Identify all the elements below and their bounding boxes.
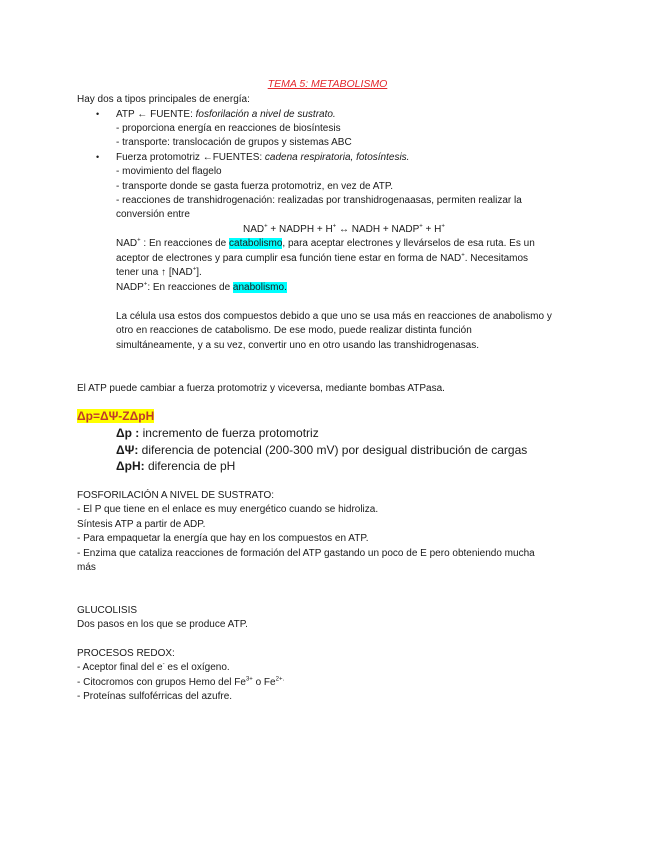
atp-sub-2: - transporte: translocación de grupos y sistemas ABC xyxy=(116,137,352,148)
nad-line2a: aceptor de electrones y para cumplir esa función tiene estar en forma de NAD xyxy=(116,253,462,264)
glucolisis-heading: GLUCOLISIS xyxy=(77,605,138,616)
redox-heading: PROCESOS REDOX: xyxy=(77,648,175,659)
def-dp-term: Δp : xyxy=(116,426,140,440)
intro-text: Hay dos a tipos principales de energía: xyxy=(77,94,250,105)
nad-line2-sup: + xyxy=(461,252,465,259)
eq-nad: NAD xyxy=(243,224,265,235)
bullet-fpm: • xyxy=(96,152,100,162)
definition-dpsi xyxy=(116,443,527,458)
redox-line-1 xyxy=(77,661,230,674)
fosforilacion-line-3: - Para empaquetar la energía que hay en los compuestos en ATP. xyxy=(77,533,369,544)
nadp-sup: + xyxy=(143,281,148,288)
page-title: TEMA 5: METABOLISMO xyxy=(267,78,388,90)
nad-sup: + xyxy=(137,237,141,244)
nad-line3-sup: + xyxy=(192,266,197,273)
nad-prefix: NAD xyxy=(116,238,138,249)
redox-line-2 xyxy=(77,676,284,689)
def-dpsi-text: diferencia de potencial (200-300 mV) por desigual distribución de cargas xyxy=(138,443,528,457)
redox-l2-sup1: 3+ xyxy=(245,676,253,683)
fpm-source: cadena respiratoria, fotosíntesis. xyxy=(264,152,410,163)
redox-l2b: o Fe xyxy=(252,677,276,688)
nadp-line xyxy=(116,281,287,294)
fosforilacion-line-2: Síntesis ATP a partir de ADP. xyxy=(77,519,206,530)
eq-sup-3: + xyxy=(419,223,423,230)
atp-source-line xyxy=(116,108,336,121)
fpm-sub-2: - transporte donde se gasta fuerza protomotriz, en vez de ATP. xyxy=(116,181,394,192)
nad-line3b: ]. xyxy=(196,267,202,278)
fpm-label: Fuerza protomotriz ←FUENTES: xyxy=(116,152,265,163)
nad-a: : En reacciones de xyxy=(140,238,230,249)
eq-part-3: + H xyxy=(422,224,442,235)
fpm-sub-3: - reacciones de transhidrogenación: realizadas por transhidrogenaasas, permiten realizar la xyxy=(116,195,522,206)
formula-highlight: Δp=ΔΨ-ZΔpH xyxy=(77,409,155,423)
definition-dp xyxy=(116,426,319,441)
glucolisis-line: Dos pasos en los que se produce ATP. xyxy=(77,619,248,630)
nad-line3a: tener una ↑ [NAD xyxy=(116,267,193,278)
bullet-atp: • xyxy=(96,109,100,119)
nad-line-1 xyxy=(116,237,535,250)
atp-label: ATP ← FUENTE: xyxy=(116,109,196,120)
highlight-catabolismo: catabolismo xyxy=(229,238,283,249)
eq-part-1: + NADPH + H xyxy=(267,224,333,235)
def-dp-text: incremento de fuerza protomotriz xyxy=(139,426,319,440)
nadp-a: : En reacciones de xyxy=(147,282,233,293)
nad-b: , para aceptar electrones y llevárselos de esa ruta. Es un xyxy=(282,238,535,249)
fosforilacion-line-4: - Enzima que cataliza reacciones de formación del ATP gastando un poco de E pero obteniendo mucha xyxy=(77,548,535,559)
redox-line-3: - Proteínas sulfoférricas del azufre. xyxy=(77,691,233,702)
formula-line xyxy=(77,409,154,424)
paragraph-line-1: La célula usa estos dos compuestos debido a que uno se usa más en reacciones de anabolismo y xyxy=(116,311,552,322)
nad-line-2 xyxy=(116,252,528,265)
atp-source: fosforilación a nivel de sustrato. xyxy=(195,109,336,120)
highlight-anabolismo: anabolismo. xyxy=(232,282,287,293)
eq-sup-4: + xyxy=(441,223,445,230)
definition-dph xyxy=(116,459,235,474)
paragraph-line-2: otro en reacciones de catabolismo. De ese modo, puede realizar distinta función xyxy=(116,325,472,336)
fosforilacion-heading: FOSFORILACIÓN A NIVEL DE SUSTRATO: xyxy=(77,490,275,501)
eq-sup-2: + xyxy=(332,223,337,230)
fpm-sub-1: - movimiento del flagelo xyxy=(116,166,222,177)
atp-sub-1: - proporciona energía en reacciones de biosíntesis xyxy=(116,123,341,134)
paragraph-line-3: simultáneamente, y a su vez, convertir uno en otro usando las transhidrogenasas. xyxy=(116,340,479,351)
redox-l2-sup2: 2+. xyxy=(275,676,285,683)
def-dph-text: diferencia de pH xyxy=(144,459,236,473)
eq-sup-1: + xyxy=(264,223,268,230)
fpm-sub-4: conversión entre xyxy=(116,209,190,220)
nad-line2b: . Necesitamos xyxy=(464,253,529,264)
redox-l1b: es el oxígeno. xyxy=(164,662,230,673)
def-dph-term: ΔpH: xyxy=(116,459,145,473)
nadp-prefix: NADP xyxy=(116,282,144,293)
eq-part-2: ↔ NADH + NADP xyxy=(336,224,420,235)
fosforilacion-line-5: más xyxy=(77,562,96,573)
nad-line-3 xyxy=(116,266,202,279)
redox-l1-sup: - xyxy=(162,661,165,668)
redox-l1a: - Aceptor final del e xyxy=(77,662,163,673)
fosforilacion-line-1: - El P que tiene en el enlace es muy energético cuando se hidroliza. xyxy=(77,504,379,515)
atp-atpasa-line: El ATP puede cambiar a fuerza protomotriz y viceversa, mediante bombas ATPasa. xyxy=(77,383,445,394)
nad-equation xyxy=(243,223,445,236)
def-dpsi-term: ΔΨ: xyxy=(116,443,139,457)
fpm-source-line xyxy=(116,151,409,164)
redox-l2a: - Citocromos con grupos Hemo del Fe xyxy=(77,677,246,688)
